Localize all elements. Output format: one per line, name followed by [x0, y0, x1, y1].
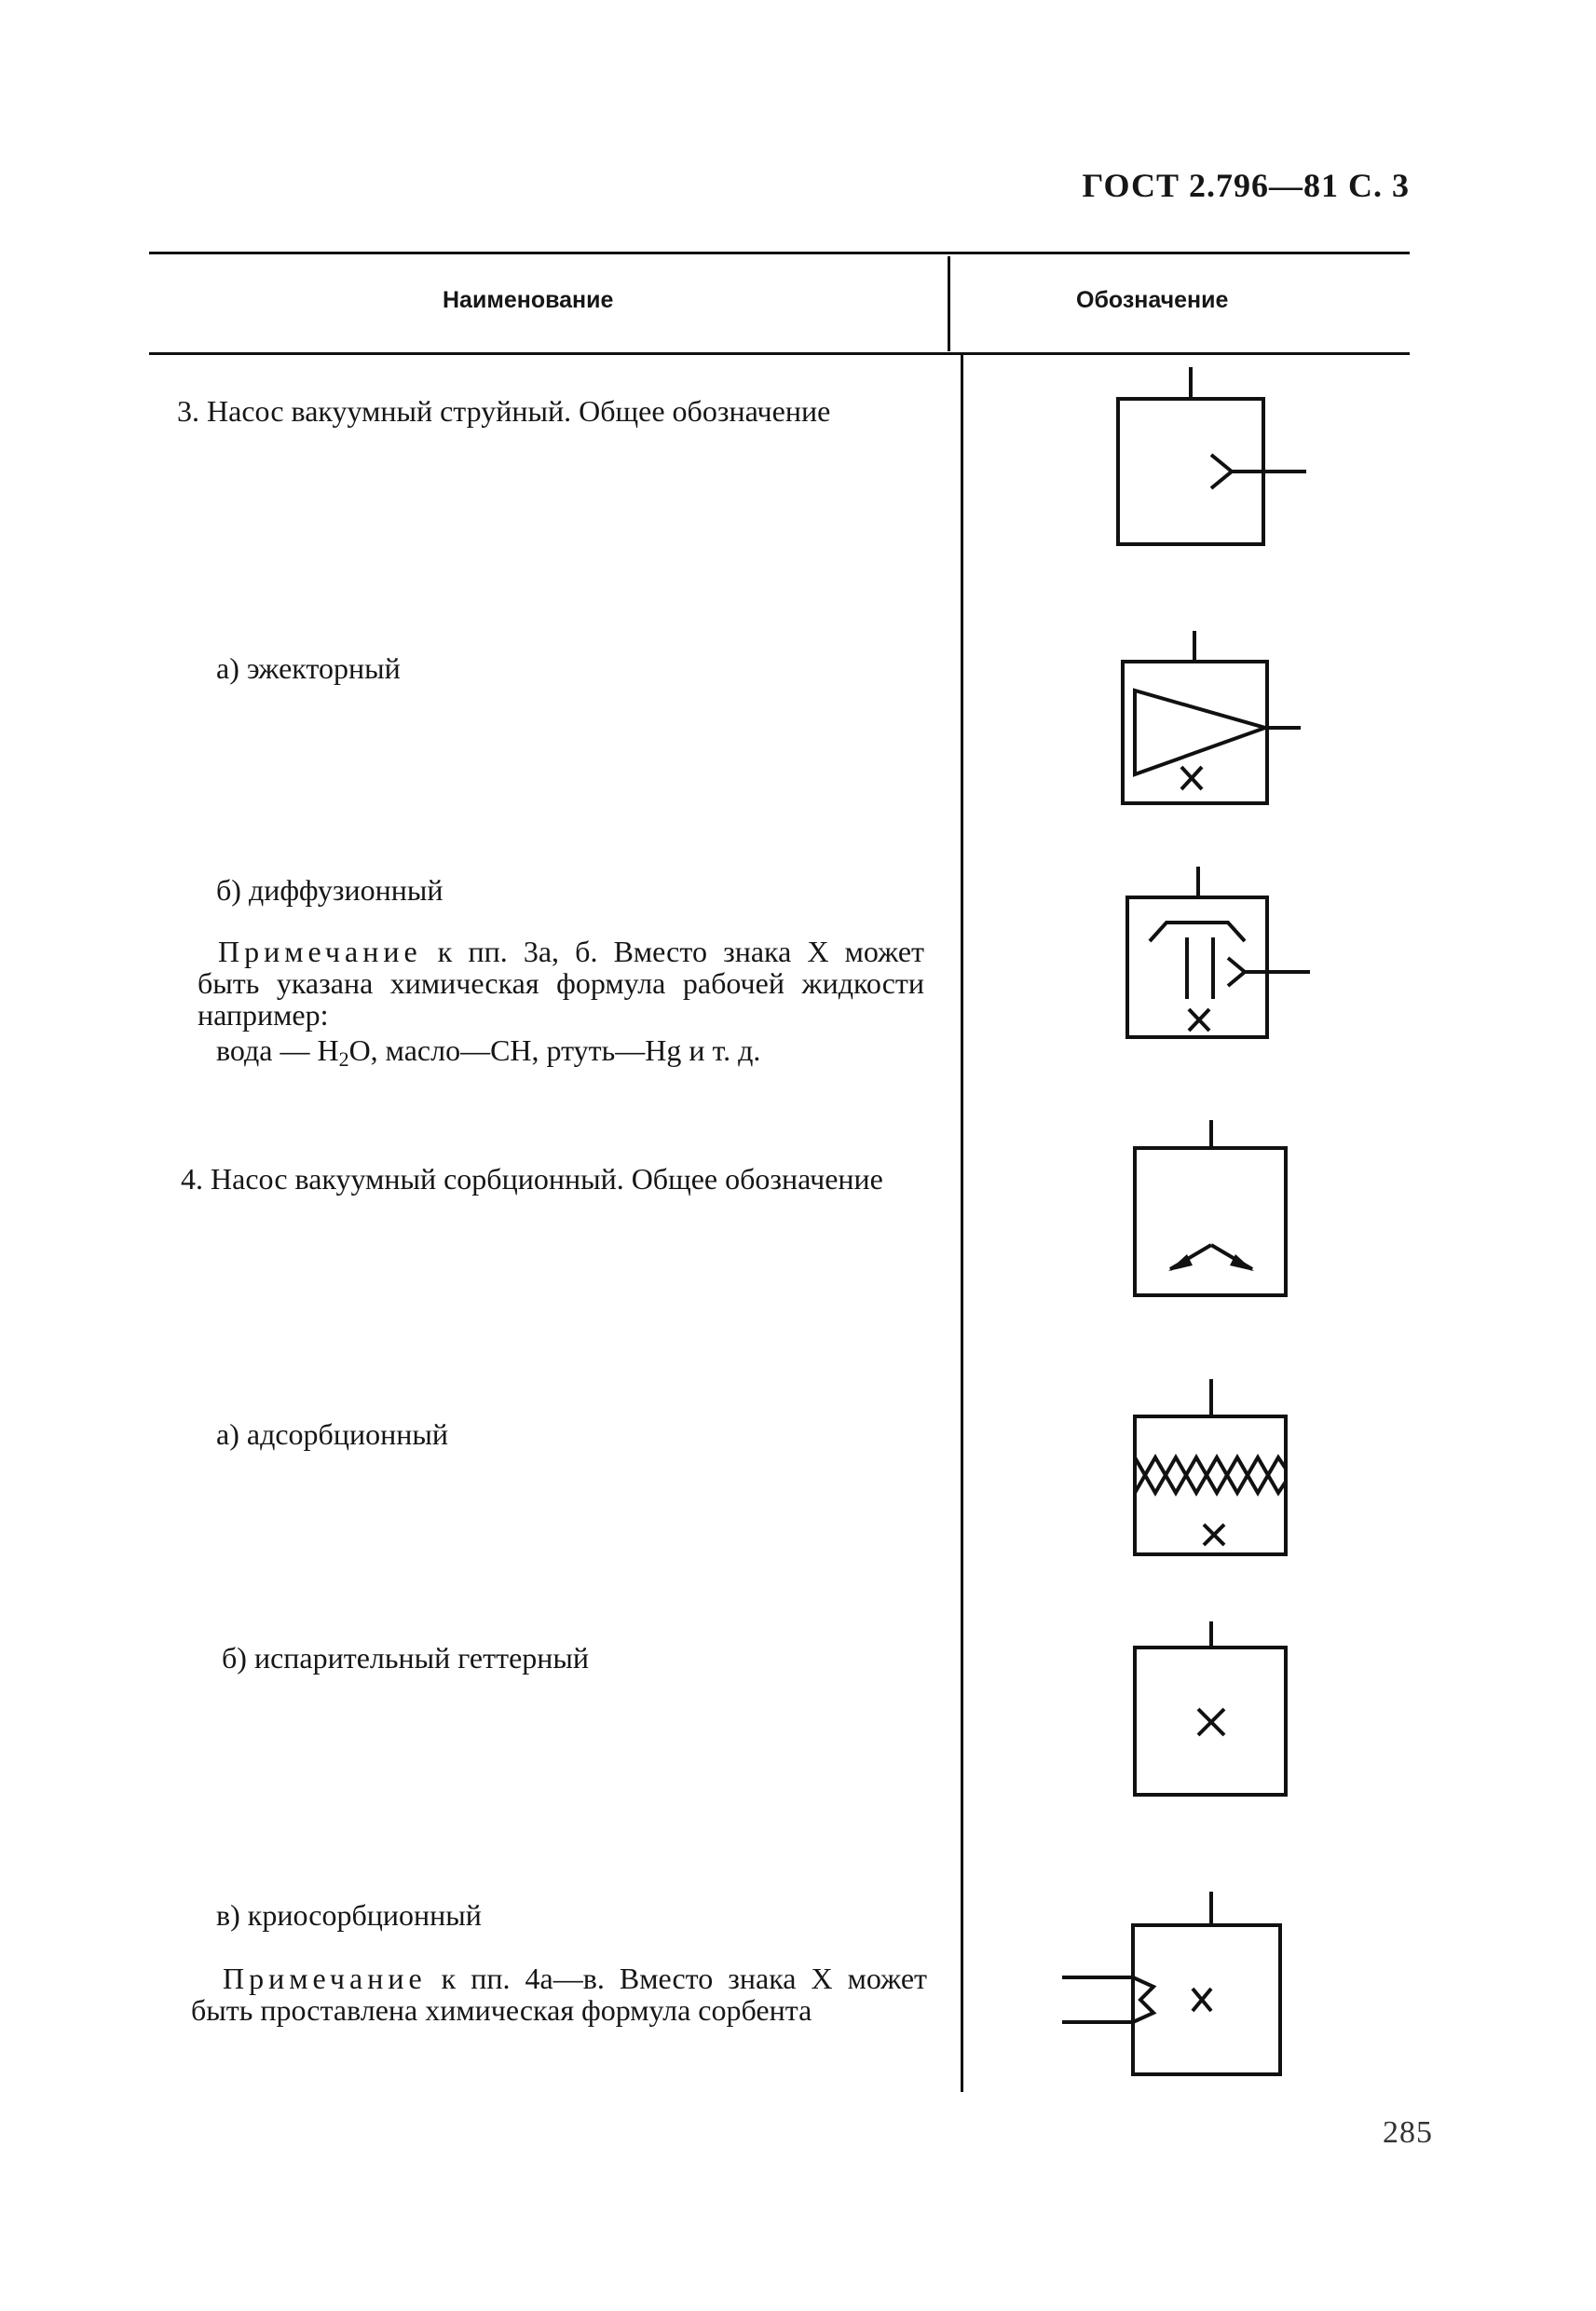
table-column-divider	[948, 256, 950, 351]
row-4c-text: в) криосорбционный	[216, 1898, 482, 1932]
jet-pump-icon	[1109, 363, 1332, 564]
page-number: 285	[1383, 2115, 1433, 2150]
getter-pump-icon	[1109, 1620, 1332, 1811]
row-4a-text: а) адсорбционный	[216, 1417, 448, 1451]
diffusion-pump-icon	[1109, 865, 1332, 1056]
sorption-pump-icon	[1109, 1118, 1332, 1309]
note-3-prefix: Примечание	[218, 935, 422, 968]
row-3b-text: б) диффузионный	[216, 873, 443, 907]
note-3-formulas: вода — $H_2O$, масло—СН, ртуть—Hg и т. д.	[216, 1033, 761, 1071]
note-4-text	[191, 1962, 927, 2026]
row-3a-text: а) эжекторный	[216, 651, 401, 685]
note-3-body: к пп. 3а, б. Вместо знака X может быть указана химическая формула рабочей жидкости например:	[198, 935, 925, 1032]
column-header-symbol: Обозначение	[1076, 287, 1229, 313]
adsorption-pump-icon	[1109, 1375, 1332, 1566]
note-4-prefix: Примечание	[223, 1962, 427, 1995]
table-top-rule	[149, 252, 1410, 254]
row-4-text: 4. Насос вакуумный сорбционный. Общее обозначение	[181, 1162, 883, 1196]
table-header-rule	[149, 352, 1410, 355]
ejector-pump-icon	[1109, 629, 1332, 820]
table-column-divider-body	[961, 355, 963, 2092]
note-4-body: к пп. 4а—в. Вместо знака X может быть проставлена химическая формула сорбента	[191, 1962, 927, 2027]
cryosorption-pump-icon	[1053, 1890, 1295, 2090]
document-header: ГОСТ 2.796—81 С. 3	[1082, 167, 1410, 204]
row-3-text: 3. Насос вакуумный струйный. Общее обозначение	[177, 394, 831, 428]
row-4b-text: б) испарительный геттерный	[222, 1641, 590, 1675]
column-header-name: Наименование	[443, 287, 614, 313]
note-3-text	[198, 936, 924, 1031]
